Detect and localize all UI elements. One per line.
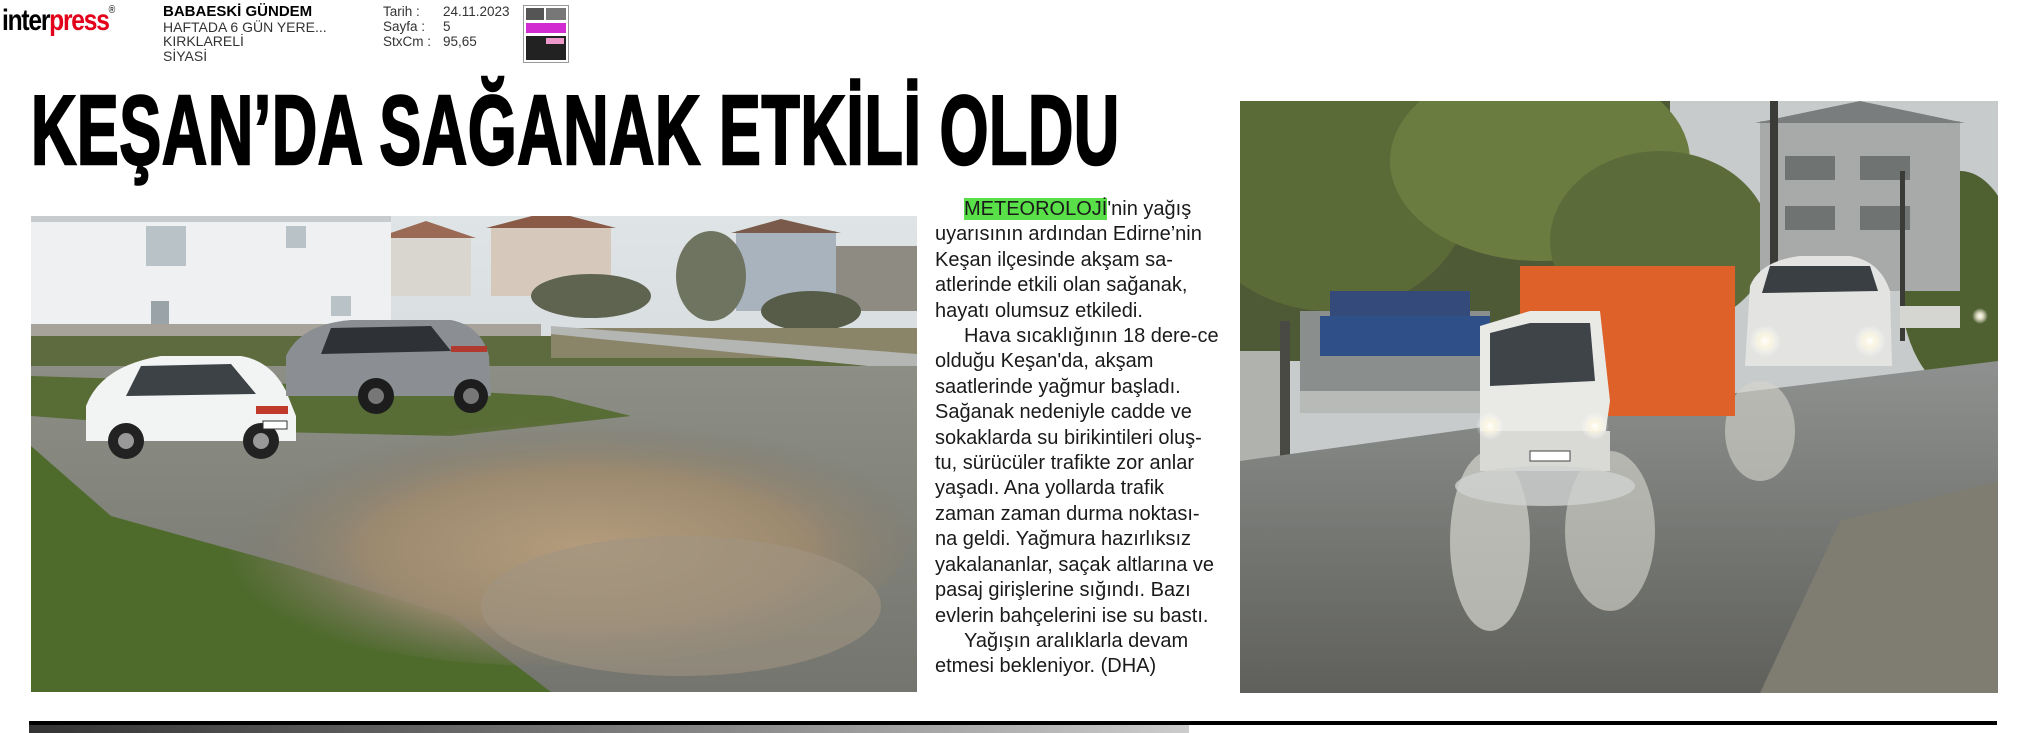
publication-name: BABAESKİ GÜNDEM: [163, 3, 313, 20]
paragraph-1-text: 'nin yağış uyarısının ardından Edirne’nin Keşan ilçesinde akşam sa-atlerinde etkili olan sağanak, hayatı olumsuz etkiledi.: [935, 198, 1202, 322]
stxcm-label: StxCm :: [383, 34, 432, 49]
paragraph-1: [935, 197, 1221, 324]
date-label: Tarih :: [383, 4, 420, 19]
page-value: 5: [443, 19, 451, 34]
flooded-street-photo: [1240, 101, 1998, 693]
publication-subtitle: HAFTADA 6 GÜN YERE...: [163, 18, 327, 35]
page-thumbnail[interactable]: [523, 5, 569, 63]
article-body: [935, 197, 1221, 680]
stxcm-value: 95,65: [443, 34, 477, 49]
logo-text-accent: press: [49, 4, 109, 37]
publication-category: SİYASİ: [163, 47, 208, 64]
clipping-meta: [383, 4, 510, 49]
logo-registered-mark: ®: [108, 4, 115, 16]
date-value: 24.11.2023: [443, 4, 510, 19]
highlighted-keyword: METEOROLOJİ: [964, 198, 1108, 220]
paragraph-2: Hava sıcaklığının 18 dere-ce olduğu Keşan'da, akşam saatlerinde yağmur başladı. Sağanak nedeniyle cadde ve sokaklarda su birikintileri oluş-tu, sürücüler trafikte zor anlar yaşadı. Ana yollarda trafik zaman zaman durma noktası-na geldi. Yağmura hazırlıksız yakalananlar, saçak altlarına ve pasaj girişlerine sığındı. Bazı evlerin bahçelerini ise su bastı.: [935, 325, 1219, 627]
paragraph-3: Yağışın aralıklarla devam etmesi bekleniyor. (DHA): [935, 629, 1189, 678]
publication-region: KIRKLARELİ: [163, 33, 244, 49]
article-headline: KEŞAN’DA SAĞANAK ETKİLİ OLDU: [31, 75, 1120, 185]
page-label: Sayfa :: [383, 19, 426, 34]
next-article-border: [29, 721, 1997, 729]
flooded-yard-photo: [31, 216, 917, 692]
publication-info: [163, 5, 327, 63]
interpress-logo: [2, 4, 114, 38]
logo-text-main: inter: [2, 4, 50, 37]
